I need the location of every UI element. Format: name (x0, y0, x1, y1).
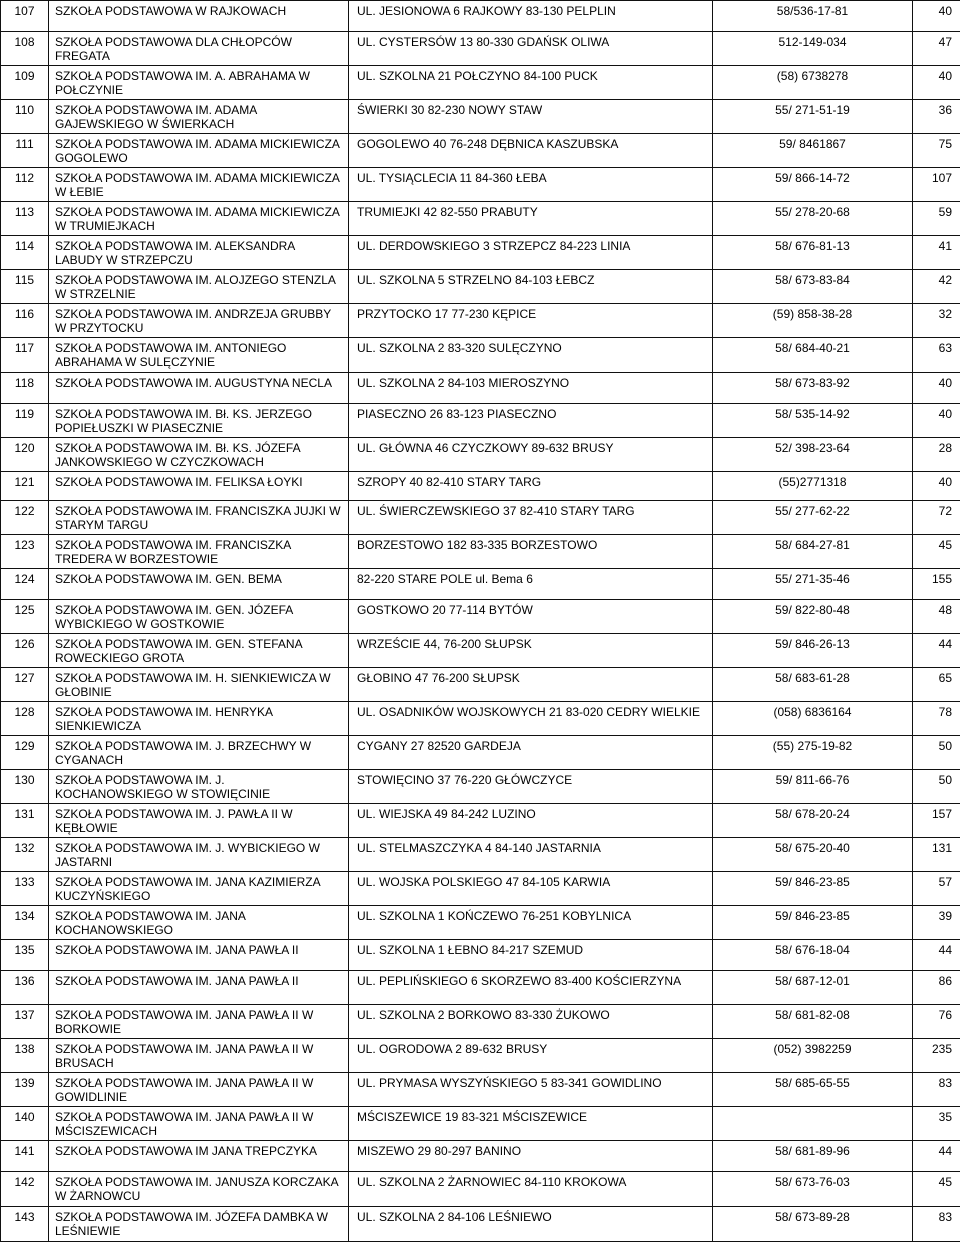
school-name: SZKOŁA PODSTAWOWA IM. AUGUSTYNA NECLA (49, 373, 349, 404)
school-address: CYGANY 27 82520 GARDEJA (349, 736, 713, 770)
row-number: 112 (1, 168, 49, 202)
school-address: UL. CYSTERSÓW 13 80-330 GDAŃSK OLIWA (349, 32, 713, 66)
row-number: 125 (1, 600, 49, 634)
school-name: SZKOŁA PODSTAWOWA IM. JANA PAWŁA II W MŚCISZEWICACH (49, 1107, 349, 1141)
school-address: 82-220 STARE POLE ul. Bema 6 (349, 569, 713, 600)
student-count: 76 (913, 1005, 960, 1039)
school-phone: 59/ 866-14-72 (713, 168, 913, 202)
school-name: SZKOŁA PODSTAWOWA DLA CHŁOPCÓW FREGATA (49, 32, 349, 66)
school-name: SZKOŁA PODSTAWOWA IM. HENRYKA SIENKIEWICZA (49, 702, 349, 736)
student-count: 157 (913, 804, 960, 838)
student-count: 50 (913, 770, 960, 804)
table-row (1, 236, 960, 270)
school-name: SZKOŁA PODSTAWOWA IM. JANA KOCHANOWSKIEGO (49, 906, 349, 940)
school-name: SZKOŁA PODSTAWOWA IM. FRANCISZKA JUJKI W STARYM TARGU (49, 501, 349, 535)
table-row (1, 770, 960, 804)
school-phone: 512-149-034 (713, 32, 913, 66)
student-count: 155 (913, 569, 960, 600)
table-row (1, 1107, 960, 1141)
school-address: UL. OSADNIKÓW WOJSKOWYCH 21 83-020 CEDRY WIELKIE (349, 702, 713, 736)
student-count: 50 (913, 736, 960, 770)
student-count: 39 (913, 906, 960, 940)
student-count: 48 (913, 600, 960, 634)
table-row (1, 304, 960, 338)
row-number: 121 (1, 472, 49, 501)
row-number: 132 (1, 838, 49, 872)
table-row (1, 66, 960, 100)
row-number: 135 (1, 940, 49, 971)
school-address: WRZEŚCIE 44, 76-200 SŁUPSK (349, 634, 713, 668)
school-phone: 58/ 675-20-40 (713, 838, 913, 872)
student-count: 83 (913, 1207, 960, 1242)
school-phone: 58/ 673-89-28 (713, 1207, 913, 1242)
school-phone: 58/ 676-81-13 (713, 236, 913, 270)
student-count: 41 (913, 236, 960, 270)
school-name: SZKOŁA PODSTAWOWA IM. ADAMA GAJEWSKIEGO W ŚWIERKACH (49, 100, 349, 134)
student-count: 40 (913, 1, 960, 32)
school-phone: 58/ 535-14-92 (713, 404, 913, 438)
school-address: PRZYTOCKO 17 77-230 KĘPICE (349, 304, 713, 338)
school-phone: (55)2771318 (713, 472, 913, 501)
school-address: SZROPY 40 82-410 STARY TARG (349, 472, 713, 501)
school-phone: 59/ 822-80-48 (713, 600, 913, 634)
row-number: 133 (1, 872, 49, 906)
table-row (1, 872, 960, 906)
student-count: 40 (913, 404, 960, 438)
row-number: 122 (1, 501, 49, 535)
school-address: BORZESTOWO 182 83-335 BORZESTOWO (349, 535, 713, 569)
table-row (1, 1005, 960, 1039)
school-name: SZKOŁA PODSTAWOWA IM. GEN. JÓZEFA WYBICKIEGO W GOSTKOWIE (49, 600, 349, 634)
student-count: 28 (913, 438, 960, 472)
table-row (1, 100, 960, 134)
student-count: 83 (913, 1073, 960, 1107)
school-address: UL. WIEJSKA 49 84-242 LUZINO (349, 804, 713, 838)
school-address: UL. WOJSKA POLSKIEGO 47 84-105 KARWIA (349, 872, 713, 906)
school-name: SZKOŁA PODSTAWOWA IM. ADAMA MICKIEWICZA W ŁEBIE (49, 168, 349, 202)
school-name: SZKOŁA PODSTAWOWA IM. J. KOCHANOWSKIEGO W STOWIĘCINIE (49, 770, 349, 804)
school-name: SZKOŁA PODSTAWOWA IM. H. SIENKIEWICZA W GŁOBINIE (49, 668, 349, 702)
school-phone: 59/ 8461867 (713, 134, 913, 168)
school-address: UL. DERDOWSKIEGO 3 STRZEPCZ 84-223 LINIA (349, 236, 713, 270)
table-row (1, 472, 960, 501)
student-count: 44 (913, 940, 960, 971)
school-phone: 59/ 846-26-13 (713, 634, 913, 668)
school-address: UL. SZKOLNA 2 84-106 LEŚNIEWO (349, 1207, 713, 1242)
row-number: 141 (1, 1141, 49, 1172)
student-count: 44 (913, 1141, 960, 1172)
row-number: 109 (1, 66, 49, 100)
row-number: 130 (1, 770, 49, 804)
school-phone: (55) 275-19-82 (713, 736, 913, 770)
student-count: 40 (913, 472, 960, 501)
school-phone: (052) 3982259 (713, 1039, 913, 1073)
table-row (1, 1073, 960, 1107)
student-count: 75 (913, 134, 960, 168)
row-number: 140 (1, 1107, 49, 1141)
table-row (1, 134, 960, 168)
school-address: UL. PEPLIŃSKIEGO 6 SKORZEWO 83-400 KOŚCIERZYNA (349, 971, 713, 1005)
school-name: SZKOŁA PODSTAWOWA IM. JANA PAWŁA II W BRUSACH (49, 1039, 349, 1073)
table-row (1, 702, 960, 736)
school-phone: 58/ 683-61-28 (713, 668, 913, 702)
school-name: SZKOŁA PODSTAWOWA IM. ADAMA MICKIEWICZA GOGOLEWO (49, 134, 349, 168)
school-phone: 58/ 684-27-81 (713, 535, 913, 569)
table-row (1, 1207, 960, 1242)
row-number: 134 (1, 906, 49, 940)
school-address: MŚCISZEWICE 19 83-321 MŚCISZEWICE (349, 1107, 713, 1141)
school-phone: 58/ 681-82-08 (713, 1005, 913, 1039)
row-number: 136 (1, 971, 49, 1005)
school-phone: 59/ 846-23-85 (713, 872, 913, 906)
school-phone: 58/ 676-18-04 (713, 940, 913, 971)
school-phone: (59) 858-38-28 (713, 304, 913, 338)
student-count: 131 (913, 838, 960, 872)
table-row (1, 569, 960, 600)
school-name: SZKOŁA PODSTAWOWA IM. JANUSZA KORCZAKA W ŻARNOWCU (49, 1172, 349, 1207)
school-address: UL. STELMASZCZYKA 4 84-140 JASTARNIA (349, 838, 713, 872)
school-name: SZKOŁA PODSTAWOWA IM. A. ABRAHAMA W POŁCZYNIE (49, 66, 349, 100)
school-address: MISZEWO 29 80-297 BANINO (349, 1141, 713, 1172)
student-count: 65 (913, 668, 960, 702)
school-name: SZKOŁA PODSTAWOWA IM. Bł. KS. JERZEGO POPIEŁUSZKI W PIASECZNIE (49, 404, 349, 438)
school-phone (713, 1107, 913, 1141)
table-row (1, 1, 960, 32)
table-row (1, 404, 960, 438)
school-address: UL. SZKOLNA 5 STRZELNO 84-103 ŁEBCZ (349, 270, 713, 304)
school-name: SZKOŁA PODSTAWOWA IM. ALEKSANDRA LABUDY W STRZEPCZU (49, 236, 349, 270)
row-number: 111 (1, 134, 49, 168)
school-name: SZKOŁA PODSTAWOWA IM. FRANCISZKA TREDERA W BORZESTOWIE (49, 535, 349, 569)
school-phone: 55/ 271-51-19 (713, 100, 913, 134)
school-phone: 58/ 685-65-55 (713, 1073, 913, 1107)
school-phone: 58/ 678-20-24 (713, 804, 913, 838)
student-count: 47 (913, 32, 960, 66)
table-row (1, 202, 960, 236)
school-name: SZKOŁA PODSTAWOWA IM. ANDRZEJA GRUBBY W PRZYTOCKU (49, 304, 349, 338)
school-address: UL. ŚWIERCZEWSKIEGO 37 82-410 STARY TARG (349, 501, 713, 535)
school-name: SZKOŁA PODSTAWOWA IM. GEN. BEMA (49, 569, 349, 600)
table-row (1, 804, 960, 838)
table-row (1, 736, 960, 770)
school-address: UL. SZKOLNA 1 KOŃCZEWO 76-251 KOBYLNICA (349, 906, 713, 940)
school-name: SZKOŁA PODSTAWOWA IM. FELIKSA ŁOYKI (49, 472, 349, 501)
row-number: 113 (1, 202, 49, 236)
school-address: UL. SZKOLNA 21 POŁCZYNO 84-100 PUCK (349, 66, 713, 100)
student-count: 45 (913, 1172, 960, 1207)
school-address: UL. SZKOLNA 1 ŁEBNO 84-217 SZEMUD (349, 940, 713, 971)
table-row (1, 373, 960, 404)
school-name: SZKOŁA PODSTAWOWA IM. JANA PAWŁA II (49, 971, 349, 1005)
school-address: UL. TYSIĄCLECIA 11 84-360 ŁEBA (349, 168, 713, 202)
school-phone: 52/ 398-23-64 (713, 438, 913, 472)
student-count: 44 (913, 634, 960, 668)
school-name: SZKOŁA PODSTAWOWA IM. JANA PAWŁA II W GOWIDLINIE (49, 1073, 349, 1107)
student-count: 72 (913, 501, 960, 535)
table-row (1, 971, 960, 1005)
student-count: 36 (913, 100, 960, 134)
school-address: GOSTKOWO 20 77-114 BYTÓW (349, 600, 713, 634)
row-number: 118 (1, 373, 49, 404)
student-count: 86 (913, 971, 960, 1005)
school-name: SZKOŁA PODSTAWOWA IM. J. BRZECHWY W CYGANACH (49, 736, 349, 770)
school-phone: 59/ 846-23-85 (713, 906, 913, 940)
row-number: 116 (1, 304, 49, 338)
row-number: 138 (1, 1039, 49, 1073)
school-phone: (58) 6738278 (713, 66, 913, 100)
school-phone: 58/ 673-76-03 (713, 1172, 913, 1207)
school-phone: 58/ 681-89-96 (713, 1141, 913, 1172)
table-row (1, 668, 960, 702)
school-phone: 58/ 687-12-01 (713, 971, 913, 1005)
table-row (1, 906, 960, 940)
school-phone: 55/ 277-62-22 (713, 501, 913, 535)
table-row (1, 438, 960, 472)
table-row (1, 1039, 960, 1073)
school-phone: 55/ 278-20-68 (713, 202, 913, 236)
table-row (1, 1172, 960, 1207)
school-address: GOGOLEWO 40 76-248 DĘBNICA KASZUBSKA (349, 134, 713, 168)
student-count: 107 (913, 168, 960, 202)
school-address: UL. SZKOLNA 2 BORKOWO 83-330 ŻUKOWO (349, 1005, 713, 1039)
school-address: UL. PRYMASA WYSZYŃSKIEGO 5 83-341 GOWIDLINO (349, 1073, 713, 1107)
school-address: UL. OGRODOWA 2 89-632 BRUSY (349, 1039, 713, 1073)
row-number: 129 (1, 736, 49, 770)
table-row (1, 600, 960, 634)
student-count: 235 (913, 1039, 960, 1073)
school-address: GŁOBINO 47 76-200 SŁUPSK (349, 668, 713, 702)
school-name: SZKOŁA PODSTAWOWA IM. ANTONIEGO ABRAHAMA W SULĘCZYNIE (49, 338, 349, 373)
school-address: UL. SZKOLNA 2 84-103 MIEROSZYNO (349, 373, 713, 404)
row-number: 127 (1, 668, 49, 702)
table-row (1, 838, 960, 872)
school-address: ŚWIERKI 30 82-230 NOWY STAW (349, 100, 713, 134)
school-name: SZKOŁA PODSTAWOWA IM. JÓZEFA DAMBKA W LEŚNIEWIE (49, 1207, 349, 1242)
student-count: 35 (913, 1107, 960, 1141)
school-address: STOWIĘCINO 37 76-220 GŁÓWCZYCE (349, 770, 713, 804)
table-row (1, 501, 960, 535)
school-name: SZKOŁA PODSTAWOWA IM. J. PAWŁA II W KĘBŁOWIE (49, 804, 349, 838)
school-name: SZKOŁA PODSTAWOWA IM. J. WYBICKIEGO W JASTARNI (49, 838, 349, 872)
school-name: SZKOŁA PODSTAWOWA IM. Bł. KS. JÓZEFA JANKOWSKIEGO W CZYCZKOWACH (49, 438, 349, 472)
student-count: 45 (913, 535, 960, 569)
school-phone: 58/ 673-83-92 (713, 373, 913, 404)
school-address: UL. SZKOLNA 2 ŻARNOWIEC 84-110 KROKOWA (349, 1172, 713, 1207)
row-number: 139 (1, 1073, 49, 1107)
school-address: PIASECZNO 26 83-123 PIASECZNO (349, 404, 713, 438)
table-row (1, 940, 960, 971)
schools-table-body (1, 1, 960, 1242)
row-number: 119 (1, 404, 49, 438)
student-count: 42 (913, 270, 960, 304)
student-count: 57 (913, 872, 960, 906)
school-name: SZKOŁA PODSTAWOWA IM. GEN. STEFANA ROWECKIEGO GROTA (49, 634, 349, 668)
table-row (1, 168, 960, 202)
school-address: TRUMIEJKI 42 82-550 PRABUTY (349, 202, 713, 236)
school-phone: 58/ 673-83-84 (713, 270, 913, 304)
student-count: 63 (913, 338, 960, 373)
school-name: SZKOŁA PODSTAWOWA W RAJKOWACH (49, 1, 349, 32)
school-phone: 58/ 684-40-21 (713, 338, 913, 373)
row-number: 131 (1, 804, 49, 838)
row-number: 114 (1, 236, 49, 270)
table-row (1, 32, 960, 66)
school-name: SZKOŁA PODSTAWOWA IM. JANA PAWŁA II (49, 940, 349, 971)
school-phone: 58/536-17-81 (713, 1, 913, 32)
table-row (1, 634, 960, 668)
table-row (1, 535, 960, 569)
row-number: 108 (1, 32, 49, 66)
row-number: 128 (1, 702, 49, 736)
row-number: 107 (1, 1, 49, 32)
school-address: UL. SZKOLNA 2 83-320 SULĘCZYNO (349, 338, 713, 373)
row-number: 143 (1, 1207, 49, 1242)
row-number: 126 (1, 634, 49, 668)
school-address: UL. JESIONOWA 6 RAJKOWY 83-130 PELPLIN (349, 1, 713, 32)
school-phone: 55/ 271-35-46 (713, 569, 913, 600)
table-row (1, 270, 960, 304)
row-number: 120 (1, 438, 49, 472)
row-number: 117 (1, 338, 49, 373)
row-number: 110 (1, 100, 49, 134)
school-name: SZKOŁA PODSTAWOWA IM. ALOJZEGO STENZLA W STRZELNIE (49, 270, 349, 304)
school-name: SZKOŁA PODSTAWOWA IM. JANA KAZIMIERZA KUCZYŃSKIEGO (49, 872, 349, 906)
school-phone: 59/ 811-66-76 (713, 770, 913, 804)
student-count: 40 (913, 373, 960, 404)
student-count: 78 (913, 702, 960, 736)
table-row (1, 338, 960, 373)
school-name: SZKOŁA PODSTAWOWA IM. ADAMA MICKIEWICZA W TRUMIEJKACH (49, 202, 349, 236)
row-number: 123 (1, 535, 49, 569)
school-name: SZKOŁA PODSTAWOWA IM JANA TREPCZYKA (49, 1141, 349, 1172)
row-number: 124 (1, 569, 49, 600)
student-count: 40 (913, 66, 960, 100)
student-count: 32 (913, 304, 960, 338)
row-number: 115 (1, 270, 49, 304)
student-count: 59 (913, 202, 960, 236)
table-row (1, 1141, 960, 1172)
school-address: UL. GŁÓWNA 46 CZYCZKOWY 89-632 BRUSY (349, 438, 713, 472)
row-number: 142 (1, 1172, 49, 1207)
school-phone: (058) 6836164 (713, 702, 913, 736)
school-name: SZKOŁA PODSTAWOWA IM. JANA PAWŁA II W BORKOWIE (49, 1005, 349, 1039)
row-number: 137 (1, 1005, 49, 1039)
